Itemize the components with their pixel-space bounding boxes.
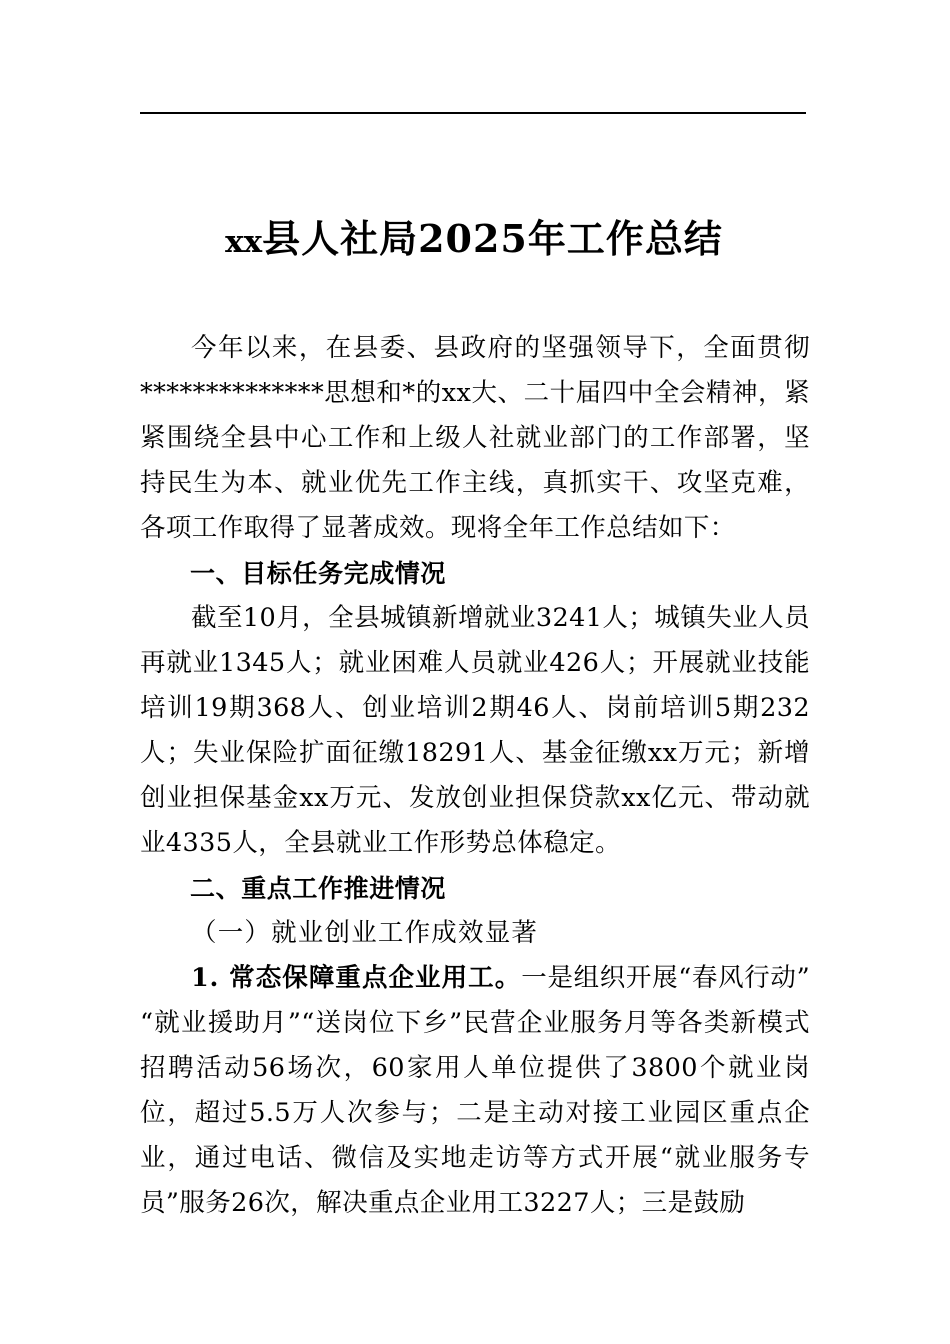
target-completion-paragraph: 截至10月，全县城镇新增就业3241人；城镇失业人员再就业1345人；就业困难人员就业426人；开展就业技能培训19期368人、创业培训2期46人、岗前培训5期232人；失业保险扩面征缴18291人、基金征缴xx万元；新增创业担保基金xx万元、发放创业担保贷款xx亿元、带动就业4335人，全县就业工作形势总体稳定。 <box>140 603 810 858</box>
page-title <box>140 211 808 270</box>
section-heading-2: 二、重点工作推进情况 <box>190 874 447 903</box>
subsection-heading-1: （一）就业创业工作成效显著 <box>191 918 539 948</box>
header-horizontal-rule <box>140 112 806 114</box>
item-heading-1: 1. 常态保障重点企业用工。 <box>191 963 522 993</box>
item-body-1: 一是组织开展“春风行动”“就业援助月”“送岗位下乡”民营企业服务月等各类新模式招聘活动56场次，60家用人单位提供了3800个就业岗位，超过5.5万人次参与；二是主动对接工业园区重点企业，通过电话、微信及实地走访等方式开展“就业服务专员”服务26次，解决重点企业用工3227人；三是鼓励 <box>140 963 811 1218</box>
opening-paragraph: 今年以来，在县委、县政府的坚强领导下，全面贯彻**************思想和*的xx大、二十届四中全会精神，紧紧围绕全县中心工作和上级人社就业部门的工作部署，坚持民生为本、就业优先工作主线，真抓实干、攻坚克难，各项工作取得了显著成效。现将全年工作总结如下： <box>140 333 810 543</box>
page-title-main: 县人社局2025年工作总结 <box>262 216 723 262</box>
item-paragraph-1 <box>140 956 810 1226</box>
page-title-latin-prefix: xx <box>225 224 263 261</box>
section-heading-1: 一、目标任务完成情况 <box>190 559 447 588</box>
document-body <box>140 326 810 1226</box>
